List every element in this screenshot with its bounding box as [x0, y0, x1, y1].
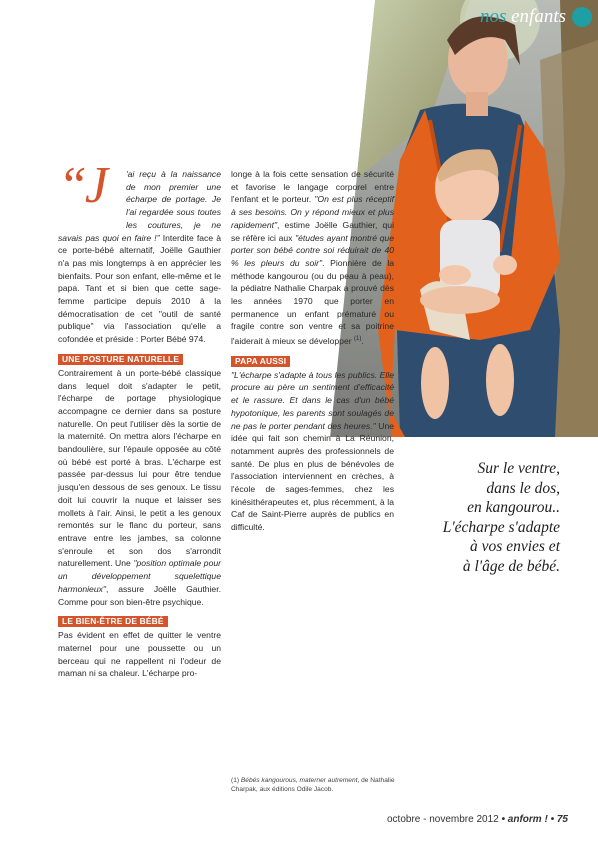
magazine-name: anform !	[507, 814, 548, 825]
pull-line: à vos envies et	[470, 538, 560, 555]
pull-line: en kangourou..	[467, 499, 560, 516]
footnote	[231, 777, 401, 794]
folio-bullet: •	[501, 814, 506, 825]
page-folio	[387, 814, 568, 825]
bien-etre-paragraph: Pas évident en effet de quitter le ventre maternel pour une poussette ou un berceau qui ne rappellent ni l'odeur de maman ni sa chaleur. L'écharpe pro-	[58, 630, 221, 679]
article-column-2: longe à la fois cette sensation de sécurité et favorise le langage corporel entre l'enfant et le porteur. "On est plus réceptif à ses besoins. On y répond mieux et plus rapidement", estime Joëlle Gauthier, qui se réfère ici aux "études ayant montré que porter son bébé contre soi réduirait de 40 % les pleurs du soir". Pionnière de la méthode kangourou (ou du peau à peau), la pédiatre Nathalie Charpak a prouvé dès les années 1970 que porter en permanence un enfant prématuré ou fragile contre son ventre et sa poitrine l'aiderait à mieux se développer $^{(1)}$. PAPA AUSSI "L'écharpe s'adapte à tous les publics. Elle procure au père un sentiment d'efficacité et le rassure. Et dans le cas d'un bébé hypotonique, les parents sont soulagés de ne pas le porter pendant des heures." Une idée qui fait son chemin à La Réunion, notamment auprès des professionnels de santé. De plus en plus de bénévoles de l'association interviennent en crèches, à l'école de sages-femmes, chez les kinésithérapeutes et, plus récemment, à la Caf de Saint-Pierre auprès de publics en difficulté.	[231, 169, 395, 533]
pull-line: L'écharpe s'adapte	[442, 518, 560, 536]
footnote-ref: (1)	[353, 336, 362, 343]
section-label	[480, 6, 572, 28]
posture-paragraph-end: , assure Joëlle Gauthier. Comme pour son bien-être psychique.	[58, 583, 221, 607]
page-number: 75	[556, 814, 568, 825]
papa-quote: "L'écharpe s'adapte à tous les publics. Elle procure au père un sentiment d'efficacité et le rassure. Et dans le cas d'un bébé hypotonique, les parents sont soulagés de ne pas le porter pendant des heures."	[231, 369, 394, 431]
col2-text-c: . Pionnière de la méthode kangourou (ou du peau à peau), la pédiatre Nathalie Charpak a prouvé dès les années 1970 que porter en permanence un enfant prématuré ou fragile contre son ventre et sa poitrine l'aiderait à mieux se développer	[231, 257, 395, 346]
folio-bullet: •	[550, 814, 555, 825]
pull-line: à l'âge de bébé.	[462, 557, 560, 575]
pull-line: Sur le ventre,	[477, 460, 560, 477]
section-name: enfants	[511, 6, 566, 27]
footnote-title: Bébés kangourous, materner autrement	[240, 777, 358, 784]
pull-quote	[420, 459, 560, 576]
section-tab	[408, 2, 598, 32]
intro-paragraph: Interdite face à ce porte-bébé alternatif, Joëlle Gauthier n'a pas mis longtemps à en apprécier les bienfaits. Pour son enfant, elle-même et le papa. Tant et si bien que cette sage-femme participe depuis 2010 à la démocratisation de cet "outil de santé publique" via l'association qu'elle a cofondée et préside : Porter Bébé 974.	[58, 232, 221, 345]
section-prefix: nos	[479, 6, 507, 27]
posture-quote: "position optimale pour un développement squelettique harmonieux"	[58, 558, 221, 594]
col2-quote-2: "études ayant montré que porter son bébé contre soi réduirait de 40 % les pleurs du soir"	[231, 232, 394, 268]
col2-text-b: , estime Joëlle Gauthier, qui se réfère ici aux	[231, 219, 394, 243]
col2-quote-1: "On est plus réceptif à ses besoins. On y répond mieux et plus rapidement"	[231, 194, 394, 230]
footnote-rest: , de Nathalie Charpak, aux éditions Odile Jacob.	[231, 777, 395, 793]
opening-quote-dropcap: “J	[58, 157, 106, 214]
papa-paragraph: Une idée qui fait son chemin à La Réunion, notamment auprès des professionnels de santé. De plus en plus de bénévoles de l'association interviennent en crèches, à l'école de sages-femmes, chez les kinésithérapeutes et, plus récemment, à la Caf de Saint-Pierre auprès de publics en difficulté.	[231, 420, 394, 533]
posture-paragraph: Contrairement à un porte-bébé classique dans lequel doit s'adapter le petit, l'écharpe de portage physiologique accompagne ce dernier dans sa posture naturelle. On peut l'utiliser dès la sortie de la maternité. On mettra alors l'écharpe en bandoulière, sur l'épaule opposée au côté où bébé est porté à bras. L'écharpe est passée par-dessus lui pour être tendue jusqu'en dessous de ses genoux. Le tissu doit lui couvrir la nuque et laisser ses mollets à l'air. Ainsi, le petit a les genoux remontés sur le flanc du porteur, sans entrave entre les jambes, sa colonne s'enroule et son dos s'arrondit naturellement. Une	[58, 367, 221, 569]
footnote-marker: (1)	[231, 777, 240, 784]
heading-posture-naturelle: UNE POSTURE NATURELLE	[58, 354, 183, 365]
intro-quote: 'ai reçu à la naissance de mon premier une écharpe de portage. Je l'ai regardée sous toutes les coutures, je ne savais pas quoi en faire !”	[58, 169, 221, 243]
section-dot-icon	[572, 7, 592, 27]
article-column-1	[58, 168, 221, 680]
col2-text-a: longe à la fois cette sensation de sécurité et favorise le langage corporel entre l'enfant et le porteur.	[231, 169, 394, 205]
pull-line: dans le dos,	[486, 479, 560, 497]
heading-papa-aussi: PAPA AUSSI	[231, 356, 290, 367]
issue-date: octobre - novembre 2012	[386, 814, 499, 825]
heading-bien-etre: LE BIEN-ÊTRE DE BÉBÉ	[58, 616, 168, 627]
